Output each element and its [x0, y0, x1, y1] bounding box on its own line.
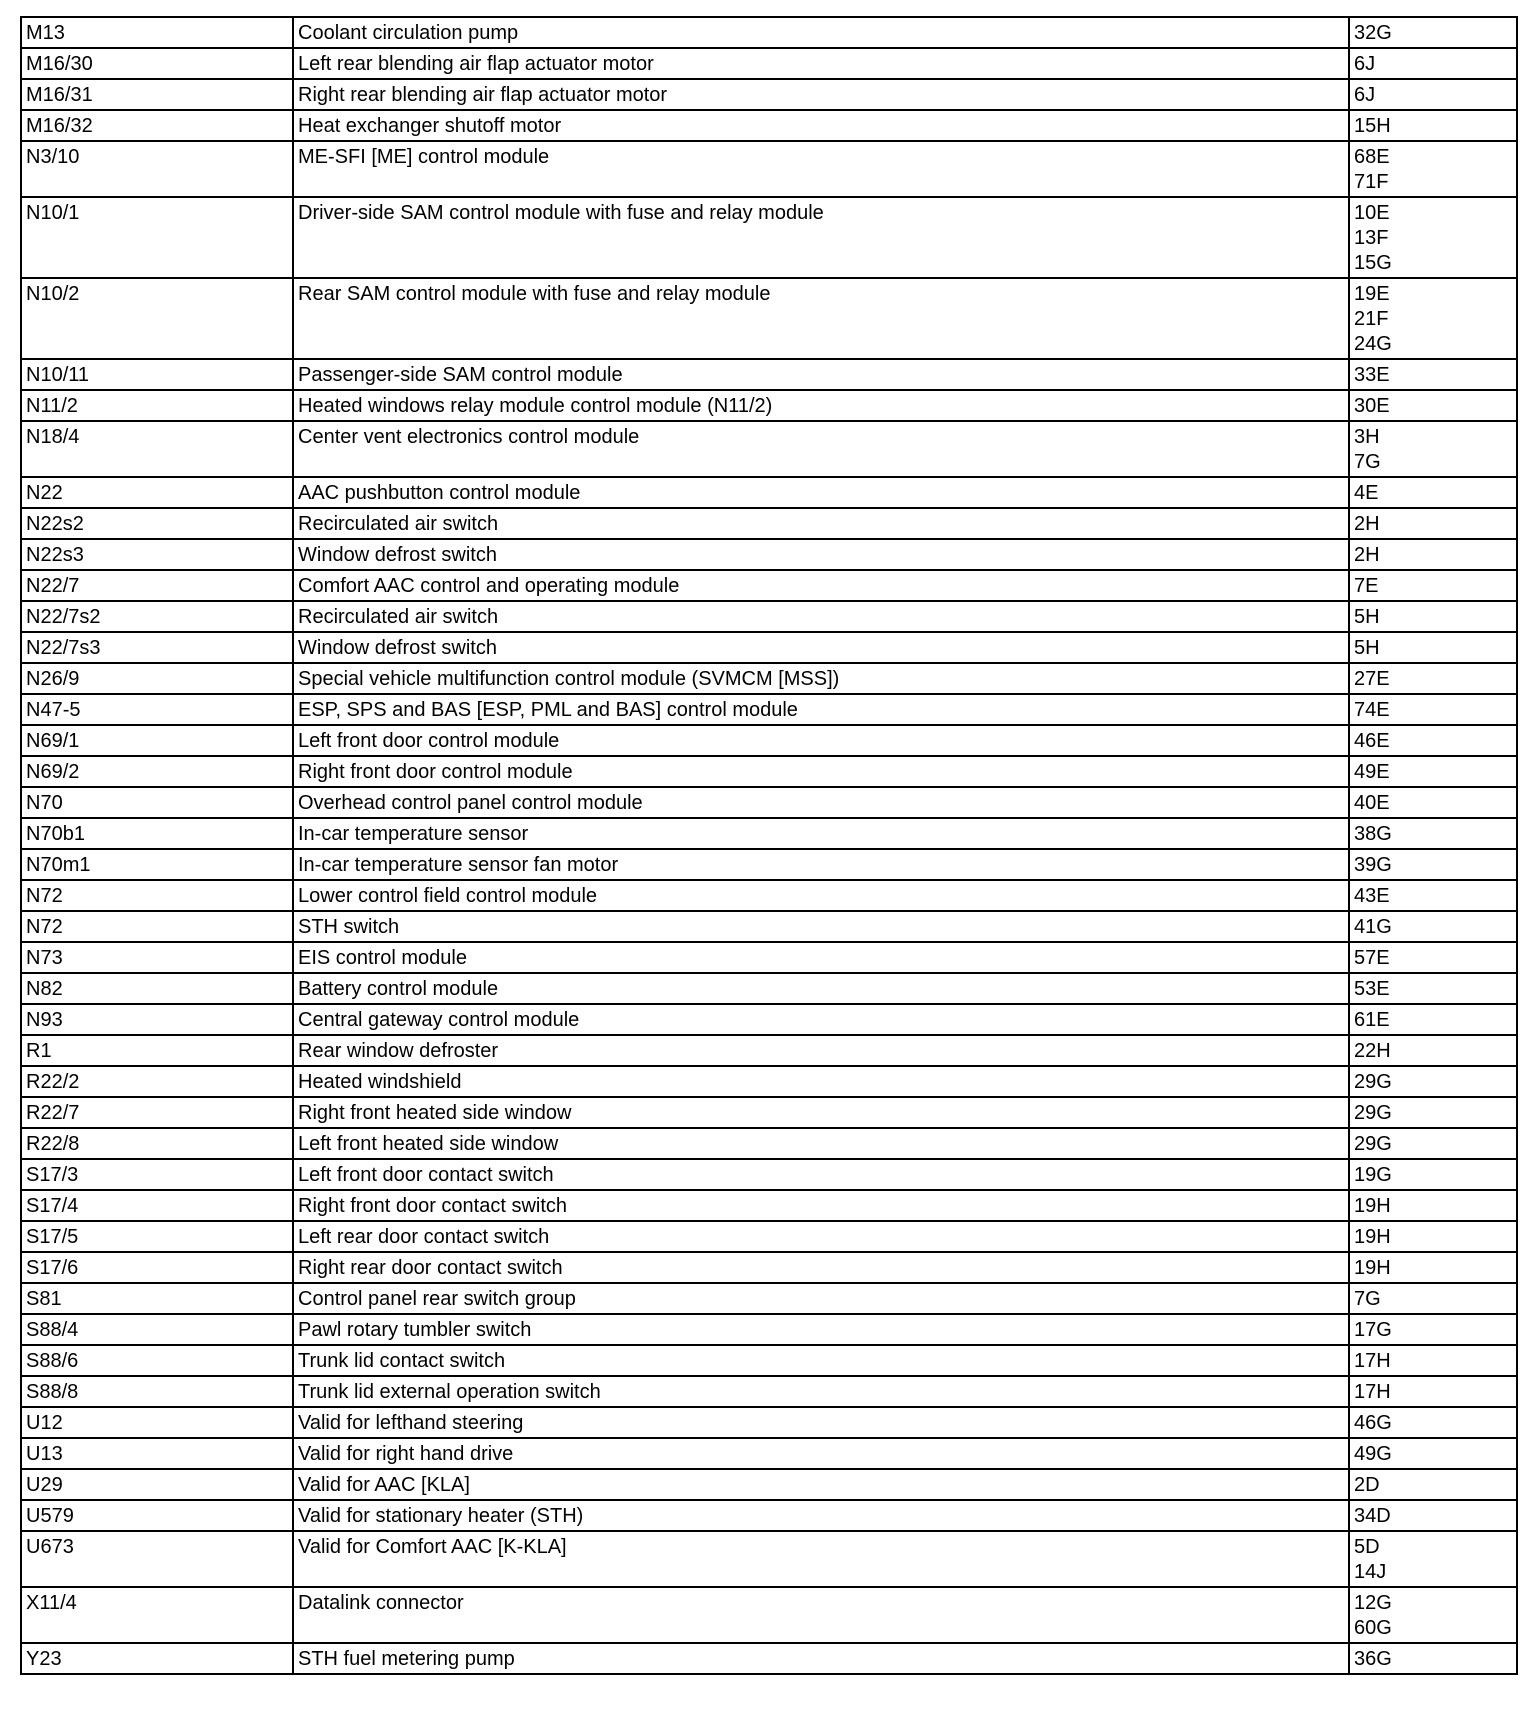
- grid-location: 46G: [1354, 1412, 1392, 1434]
- component-code: N10/2: [21, 278, 293, 359]
- component-code: N18/4: [21, 421, 293, 477]
- table-row: [21, 477, 1517, 508]
- grid-location-cell: [1349, 1159, 1517, 1190]
- grid-location: 57E: [1354, 947, 1390, 969]
- grid-location: 6J: [1354, 84, 1376, 106]
- table-row: [21, 818, 1517, 849]
- component-code: N22/7s2: [21, 601, 293, 632]
- grid-location: 17H: [1354, 1381, 1391, 1403]
- component-code: S88/6: [21, 1345, 293, 1376]
- grid-location-cell: [1349, 1221, 1517, 1252]
- grid-location-cell: [1349, 421, 1517, 477]
- component-description: Left front heated side window: [293, 1128, 1349, 1159]
- table-row: [21, 539, 1517, 570]
- grid-location: 13F: [1354, 227, 1389, 249]
- grid-location: 49E: [1354, 761, 1390, 783]
- component-description: Battery control module: [293, 973, 1349, 1004]
- component-description: Right front door contact switch: [293, 1190, 1349, 1221]
- component-description: Right front heated side window: [293, 1097, 1349, 1128]
- table-row: [21, 508, 1517, 539]
- component-description: Valid for right hand drive: [293, 1438, 1349, 1469]
- grid-location: 46E: [1354, 730, 1390, 752]
- grid-location: 19H: [1354, 1257, 1391, 1279]
- component-code: N69/2: [21, 756, 293, 787]
- grid-location-cell: [1349, 359, 1517, 390]
- grid-location-cell: [1349, 849, 1517, 880]
- grid-location-cell: [1349, 1531, 1517, 1587]
- component-description: ESP, SPS and BAS [ESP, PML and BAS] control module: [293, 694, 1349, 725]
- grid-location: 38G: [1354, 823, 1392, 845]
- component-description: Recirculated air switch: [293, 601, 1349, 632]
- component-code: N10/11: [21, 359, 293, 390]
- component-description: Recirculated air switch: [293, 508, 1349, 539]
- grid-location-cell: [1349, 477, 1517, 508]
- component-code: S17/5: [21, 1221, 293, 1252]
- table-row: [21, 421, 1517, 477]
- grid-location: 71F: [1354, 171, 1389, 193]
- component-code: N70m1: [21, 849, 293, 880]
- component-code: N69/1: [21, 725, 293, 756]
- component-code: X11/4: [21, 1587, 293, 1643]
- grid-location-cell: [1349, 1004, 1517, 1035]
- component-description: AAC pushbutton control module: [293, 477, 1349, 508]
- table-row: [21, 911, 1517, 942]
- grid-location: 40E: [1354, 792, 1390, 814]
- table-row: [21, 278, 1517, 359]
- component-code: N26/9: [21, 663, 293, 694]
- grid-location: 24G: [1354, 333, 1392, 355]
- component-description: Right rear blending air flap actuator motor: [293, 79, 1349, 110]
- component-description: Coolant circulation pump: [293, 17, 1349, 48]
- grid-location-cell: [1349, 973, 1517, 1004]
- grid-location-cell: [1349, 1345, 1517, 1376]
- component-code: U13: [21, 1438, 293, 1469]
- grid-location: 33E: [1354, 364, 1390, 386]
- component-code: U579: [21, 1500, 293, 1531]
- table-row: [21, 141, 1517, 197]
- grid-location-cell: [1349, 601, 1517, 632]
- grid-location: 2H: [1354, 513, 1380, 535]
- component-code: N10/1: [21, 197, 293, 278]
- table-row: [21, 110, 1517, 141]
- grid-location-cell: [1349, 1438, 1517, 1469]
- component-description: Datalink connector: [293, 1587, 1349, 1643]
- grid-location-cell: [1349, 1587, 1517, 1643]
- component-description: Heated windshield: [293, 1066, 1349, 1097]
- table-row: [21, 1004, 1517, 1035]
- component-code: S81: [21, 1283, 293, 1314]
- component-code: S17/6: [21, 1252, 293, 1283]
- grid-location: 10E: [1354, 202, 1390, 224]
- component-description: Right front door control module: [293, 756, 1349, 787]
- table-row: [21, 48, 1517, 79]
- grid-location: 22H: [1354, 1040, 1391, 1062]
- component-description: Trunk lid external operation switch: [293, 1376, 1349, 1407]
- component-code: N70b1: [21, 818, 293, 849]
- component-description: Left rear blending air flap actuator motor: [293, 48, 1349, 79]
- component-code: U12: [21, 1407, 293, 1438]
- grid-location: 74E: [1354, 699, 1390, 721]
- table-row: [21, 1438, 1517, 1469]
- component-description: Trunk lid contact switch: [293, 1345, 1349, 1376]
- component-description: Special vehicle multifunction control module (SVMCM [MSS]): [293, 663, 1349, 694]
- component-legend-body: [21, 17, 1517, 1674]
- component-code: N70: [21, 787, 293, 818]
- component-code: Y23: [21, 1643, 293, 1674]
- table-row: [21, 1376, 1517, 1407]
- component-description: Left front door control module: [293, 725, 1349, 756]
- component-code: M16/31: [21, 79, 293, 110]
- grid-location-cell: [1349, 1407, 1517, 1438]
- component-description: ME-SFI [ME] control module: [293, 141, 1349, 197]
- component-code: N93: [21, 1004, 293, 1035]
- component-description: Comfort AAC control and operating module: [293, 570, 1349, 601]
- grid-location-cell: [1349, 110, 1517, 141]
- component-code: M13: [21, 17, 293, 48]
- grid-location-cell: [1349, 1097, 1517, 1128]
- component-description: Rear SAM control module with fuse and relay module: [293, 278, 1349, 359]
- component-code: N22/7: [21, 570, 293, 601]
- grid-location: 36G: [1354, 1648, 1392, 1670]
- grid-location: 7G: [1354, 1288, 1381, 1310]
- component-description: Valid for Comfort AAC [K-KLA]: [293, 1531, 1349, 1587]
- grid-location: 21F: [1354, 308, 1389, 330]
- grid-location-cell: [1349, 508, 1517, 539]
- table-row: [21, 663, 1517, 694]
- table-row: [21, 1587, 1517, 1643]
- grid-location-cell: [1349, 787, 1517, 818]
- grid-location: 41G: [1354, 916, 1392, 938]
- table-row: [21, 1159, 1517, 1190]
- grid-location-cell: [1349, 278, 1517, 359]
- table-row: [21, 1283, 1517, 1314]
- table-row: [21, 973, 1517, 1004]
- component-code: R1: [21, 1035, 293, 1066]
- component-description: Overhead control panel control module: [293, 787, 1349, 818]
- grid-location: 2H: [1354, 544, 1380, 566]
- component-legend-table: [20, 16, 1518, 1675]
- grid-location-cell: [1349, 1066, 1517, 1097]
- grid-location-cell: [1349, 1500, 1517, 1531]
- grid-location: 29G: [1354, 1071, 1392, 1093]
- component-code: N22/7s3: [21, 632, 293, 663]
- table-row: [21, 1469, 1517, 1500]
- component-description: In-car temperature sensor fan motor: [293, 849, 1349, 880]
- grid-location-cell: [1349, 539, 1517, 570]
- table-row: [21, 849, 1517, 880]
- grid-location-cell: [1349, 1314, 1517, 1345]
- grid-location: 61E: [1354, 1009, 1390, 1031]
- component-description: STH switch: [293, 911, 1349, 942]
- table-row: [21, 1500, 1517, 1531]
- grid-location-cell: [1349, 1128, 1517, 1159]
- grid-location-cell: [1349, 1469, 1517, 1500]
- table-row: [21, 1531, 1517, 1587]
- table-row: [21, 17, 1517, 48]
- grid-location: 29G: [1354, 1102, 1392, 1124]
- table-row: [21, 1128, 1517, 1159]
- grid-location: 19H: [1354, 1195, 1391, 1217]
- component-description: Valid for stationary heater (STH): [293, 1500, 1349, 1531]
- component-description: Center vent electronics control module: [293, 421, 1349, 477]
- component-description: Central gateway control module: [293, 1004, 1349, 1035]
- component-code: S17/4: [21, 1190, 293, 1221]
- grid-location: 17G: [1354, 1319, 1392, 1341]
- component-code: N22s3: [21, 539, 293, 570]
- table-row: [21, 1221, 1517, 1252]
- table-row: [21, 570, 1517, 601]
- grid-location: 19H: [1354, 1226, 1391, 1248]
- component-code: U673: [21, 1531, 293, 1587]
- component-code: N72: [21, 911, 293, 942]
- component-description: EIS control module: [293, 942, 1349, 973]
- component-description: Rear window defroster: [293, 1035, 1349, 1066]
- table-row: [21, 1314, 1517, 1345]
- component-code: N22: [21, 477, 293, 508]
- grid-location: 5H: [1354, 637, 1380, 659]
- component-code: U29: [21, 1469, 293, 1500]
- grid-location-cell: [1349, 942, 1517, 973]
- table-row: [21, 197, 1517, 278]
- grid-location: 49G: [1354, 1443, 1392, 1465]
- grid-location: 3H: [1354, 426, 1380, 448]
- table-row: [21, 942, 1517, 973]
- component-code: N47-5: [21, 694, 293, 725]
- component-code: N11/2: [21, 390, 293, 421]
- grid-location: 5H: [1354, 606, 1380, 628]
- grid-location-cell: [1349, 48, 1517, 79]
- component-description: In-car temperature sensor: [293, 818, 1349, 849]
- component-code: S88/4: [21, 1314, 293, 1345]
- table-row: [21, 1252, 1517, 1283]
- table-row: [21, 1407, 1517, 1438]
- table-row: [21, 1066, 1517, 1097]
- grid-location-cell: [1349, 570, 1517, 601]
- table-row: [21, 1035, 1517, 1066]
- table-row: [21, 601, 1517, 632]
- component-description: Valid for AAC [KLA]: [293, 1469, 1349, 1500]
- grid-location-cell: [1349, 725, 1517, 756]
- grid-location: 30E: [1354, 395, 1390, 417]
- table-row: [21, 1190, 1517, 1221]
- grid-location: 29G: [1354, 1133, 1392, 1155]
- grid-location-cell: [1349, 663, 1517, 694]
- table-row: [21, 1345, 1517, 1376]
- grid-location: 43E: [1354, 885, 1390, 907]
- grid-location: 15G: [1354, 252, 1392, 274]
- table-row: [21, 390, 1517, 421]
- table-row: [21, 359, 1517, 390]
- table-row: [21, 725, 1517, 756]
- component-code: R22/8: [21, 1128, 293, 1159]
- grid-location-cell: [1349, 694, 1517, 725]
- component-code: N82: [21, 973, 293, 1004]
- grid-location-cell: [1349, 756, 1517, 787]
- grid-location: 17H: [1354, 1350, 1391, 1372]
- grid-location-cell: [1349, 818, 1517, 849]
- grid-location-cell: [1349, 1643, 1517, 1674]
- component-description: Window defrost switch: [293, 539, 1349, 570]
- grid-location-cell: [1349, 632, 1517, 663]
- component-description: Left rear door contact switch: [293, 1221, 1349, 1252]
- component-description: Right rear door contact switch: [293, 1252, 1349, 1283]
- grid-location-cell: [1349, 1376, 1517, 1407]
- grid-location-cell: [1349, 17, 1517, 48]
- component-code: S88/8: [21, 1376, 293, 1407]
- grid-location-cell: [1349, 1283, 1517, 1314]
- grid-location: 5D: [1354, 1536, 1380, 1558]
- grid-location-cell: [1349, 1252, 1517, 1283]
- component-code: N22s2: [21, 508, 293, 539]
- component-code: N73: [21, 942, 293, 973]
- table-row: [21, 756, 1517, 787]
- grid-location-cell: [1349, 141, 1517, 197]
- grid-location: 15H: [1354, 115, 1391, 137]
- component-description: Control panel rear switch group: [293, 1283, 1349, 1314]
- grid-location: 7G: [1354, 451, 1381, 473]
- grid-location: 4E: [1354, 482, 1379, 504]
- component-code: N72: [21, 880, 293, 911]
- component-description: Pawl rotary tumbler switch: [293, 1314, 1349, 1345]
- component-description: Valid for lefthand steering: [293, 1407, 1349, 1438]
- table-row: [21, 632, 1517, 663]
- grid-location-cell: [1349, 197, 1517, 278]
- grid-location-cell: [1349, 1190, 1517, 1221]
- grid-location-cell: [1349, 79, 1517, 110]
- grid-location: 19G: [1354, 1164, 1392, 1186]
- component-description: Heated windows relay module control module (N11/2): [293, 390, 1349, 421]
- grid-location: 39G: [1354, 854, 1392, 876]
- grid-location-cell: [1349, 911, 1517, 942]
- grid-location: 6J: [1354, 53, 1376, 75]
- component-description: Heat exchanger shutoff motor: [293, 110, 1349, 141]
- component-code: M16/30: [21, 48, 293, 79]
- grid-location: 14J: [1354, 1561, 1387, 1583]
- grid-location: 53E: [1354, 978, 1390, 1000]
- grid-location: 32G: [1354, 22, 1392, 44]
- table-row: [21, 694, 1517, 725]
- component-description: Lower control field control module: [293, 880, 1349, 911]
- grid-location: 2D: [1354, 1474, 1380, 1496]
- grid-location: 19E: [1354, 283, 1390, 305]
- grid-location-cell: [1349, 880, 1517, 911]
- table-row: [21, 1643, 1517, 1674]
- grid-location-cell: [1349, 1035, 1517, 1066]
- table-row: [21, 79, 1517, 110]
- grid-location: 34D: [1354, 1505, 1391, 1527]
- component-code: N3/10: [21, 141, 293, 197]
- table-row: [21, 880, 1517, 911]
- component-code: R22/2: [21, 1066, 293, 1097]
- grid-location: 60G: [1354, 1617, 1392, 1639]
- grid-location: 12G: [1354, 1592, 1392, 1614]
- component-code: S17/3: [21, 1159, 293, 1190]
- component-description: STH fuel metering pump: [293, 1643, 1349, 1674]
- component-code: R22/7: [21, 1097, 293, 1128]
- component-description: Left front door contact switch: [293, 1159, 1349, 1190]
- table-row: [21, 1097, 1517, 1128]
- grid-location: 27E: [1354, 668, 1390, 690]
- grid-location: 68E: [1354, 146, 1390, 168]
- component-description: Passenger-side SAM control module: [293, 359, 1349, 390]
- component-description: Window defrost switch: [293, 632, 1349, 663]
- grid-location: 7E: [1354, 575, 1379, 597]
- table-row: [21, 787, 1517, 818]
- grid-location-cell: [1349, 390, 1517, 421]
- component-description: Driver-side SAM control module with fuse and relay module: [293, 197, 1349, 278]
- component-code: M16/32: [21, 110, 293, 141]
